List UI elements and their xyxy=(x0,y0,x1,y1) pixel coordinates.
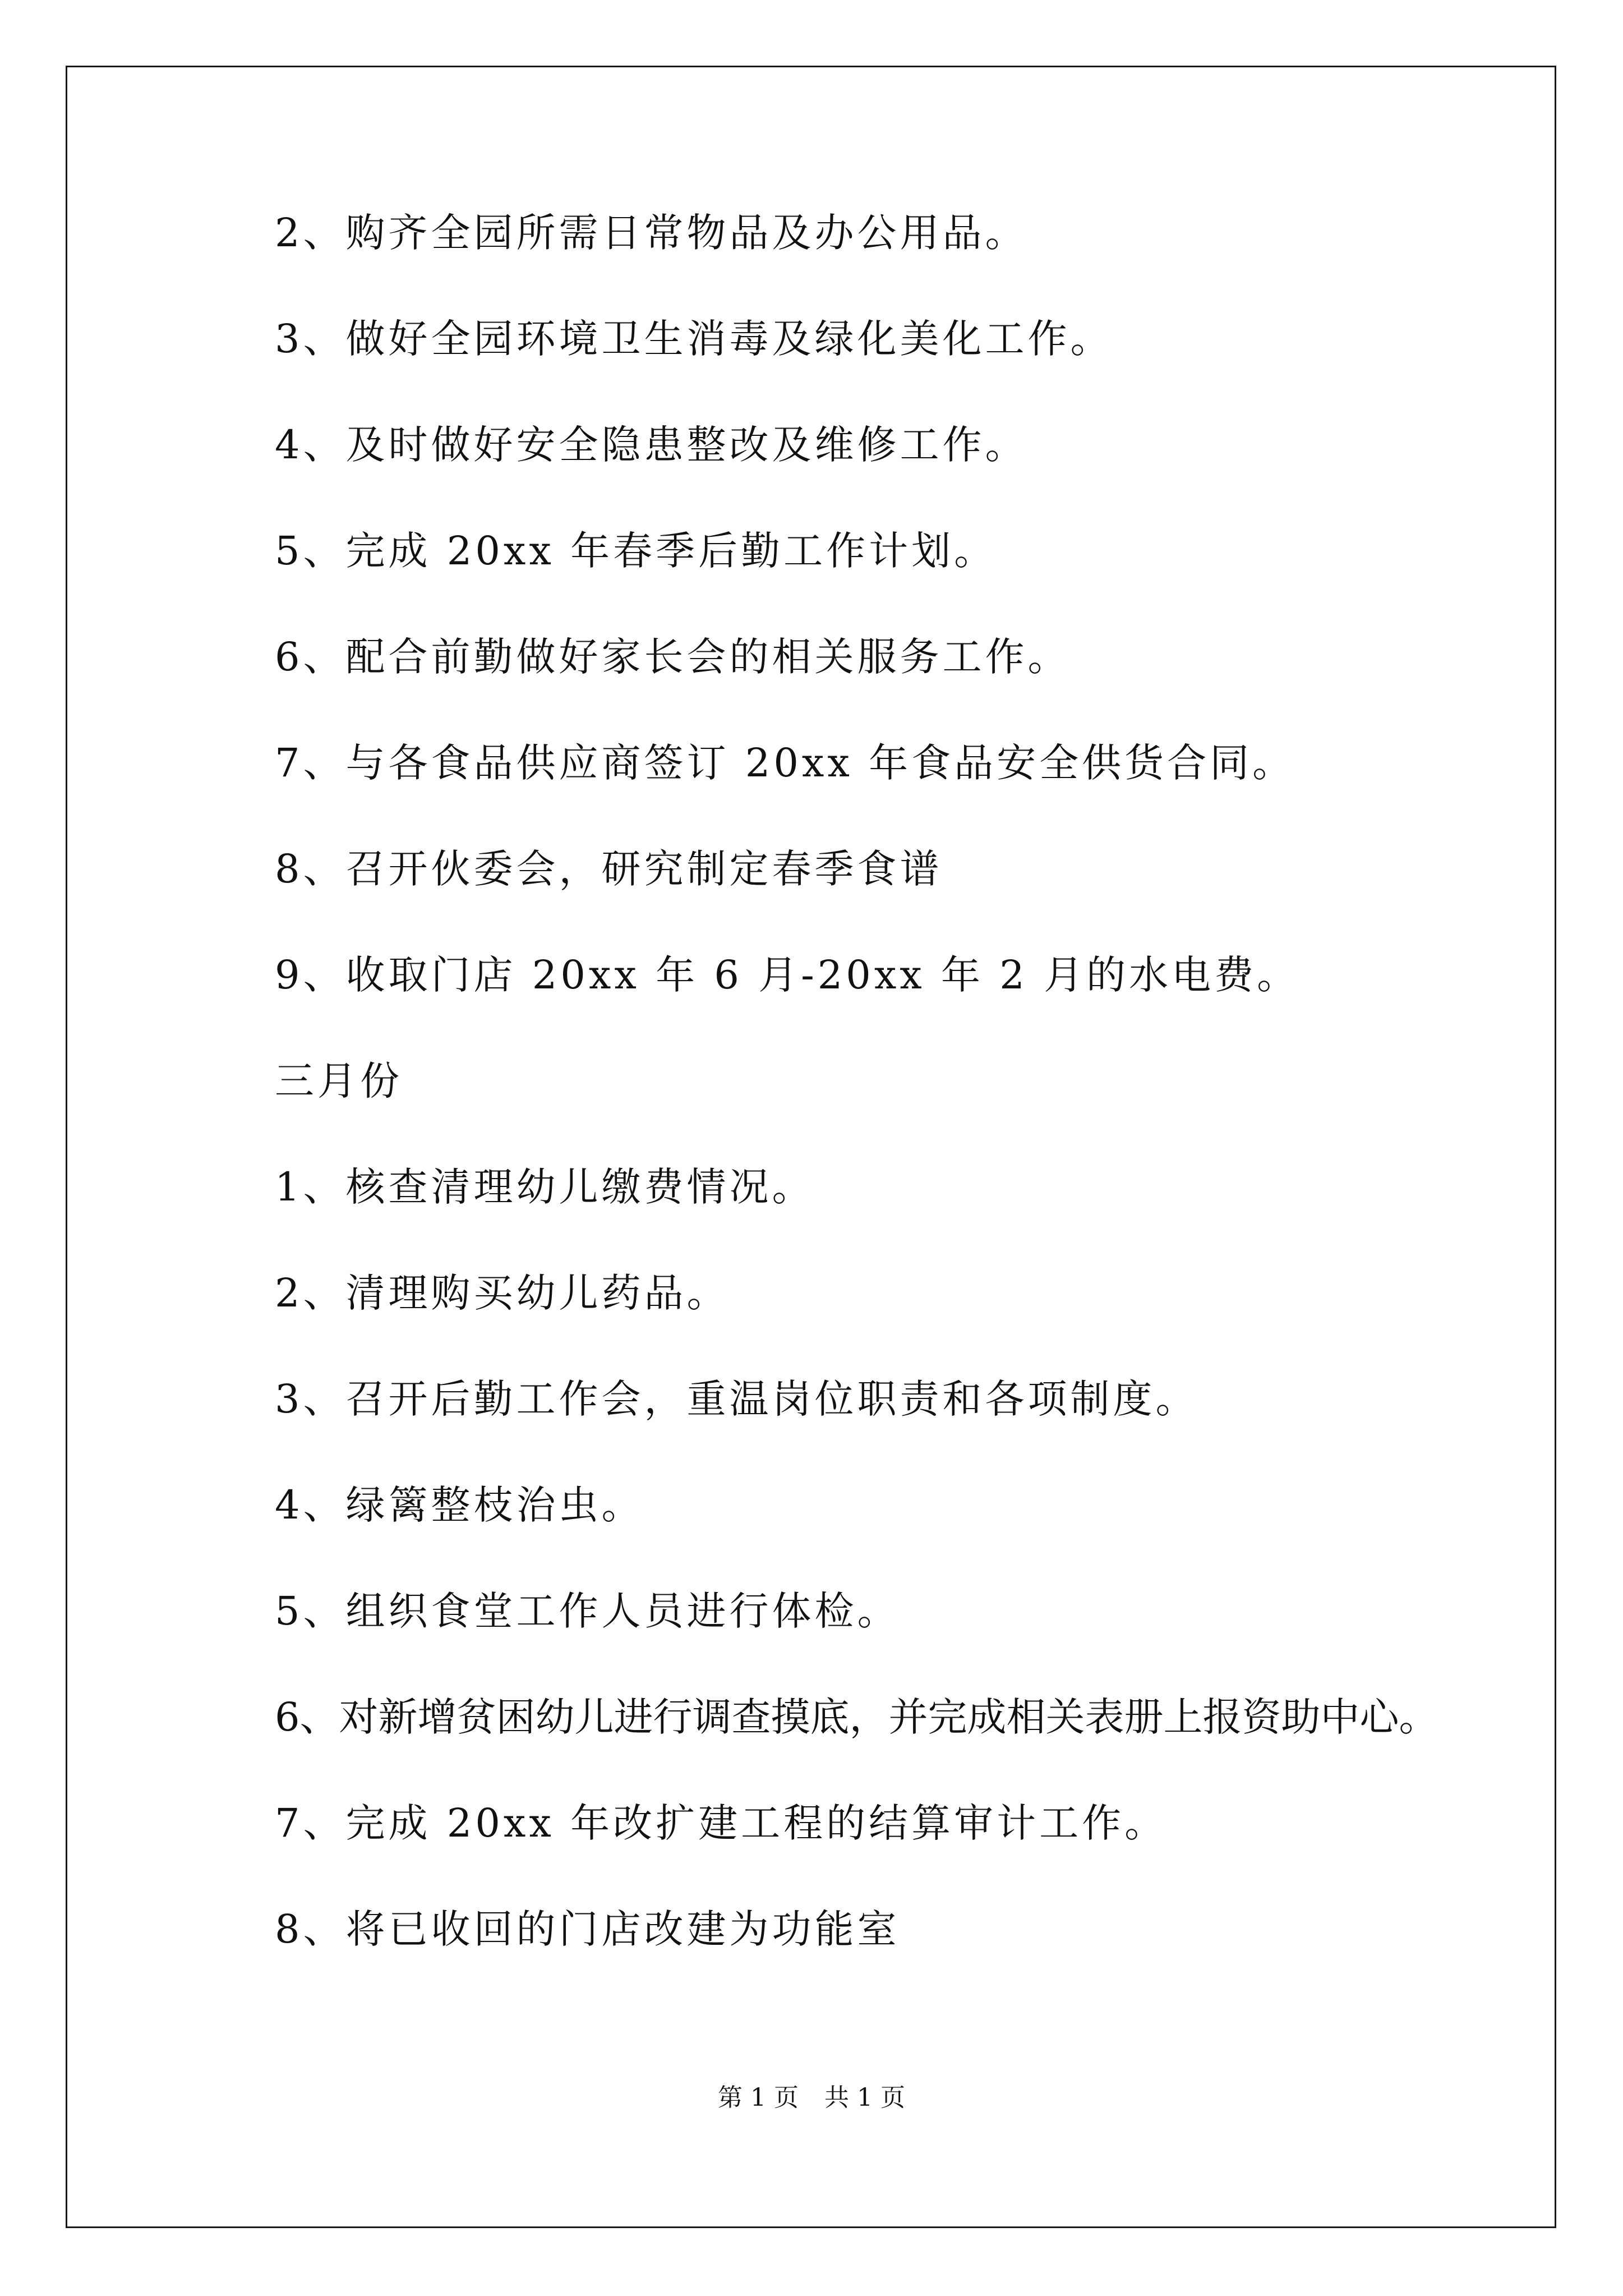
list-item: 7、完成 20xx 年改扩建工程的结算审计工作。 xyxy=(275,1800,1168,1846)
list-item: 3、做好全园环境卫生消毒及绿化美化工作。 xyxy=(275,316,1113,362)
page-number-total: 共 1 页 xyxy=(824,2083,905,2112)
page-number-current: 第 1 页 xyxy=(718,2083,799,2112)
list-item: 5、完成 20xx 年春季后勤工作计划。 xyxy=(275,528,997,574)
list-item: 8、召开伙委会，研究制定春季食谱 xyxy=(275,846,943,892)
list-item: 5、组织食堂工作人员进行体检。 xyxy=(275,1588,900,1634)
list-item: 7、与各食品供应商签订 20xx 年食品安全供货合同。 xyxy=(275,740,1295,786)
list-item: 6、对新增贫困幼儿进行调查摸底，并完成相关表册上报资助中心。 xyxy=(275,1694,1438,1740)
page-footer xyxy=(0,2081,1623,2115)
list-item: 1、核查清理幼儿缴费情况。 xyxy=(275,1164,815,1210)
list-item: 4、绿篱整枝治虫。 xyxy=(275,1482,644,1528)
list-item: 2、购齐全园所需日常物品及办公用品。 xyxy=(275,210,1028,256)
list-item: 8、将已收回的门店改建为功能室 xyxy=(275,1906,900,1952)
list-item: 6、配合前勤做好家长会的相关服务工作。 xyxy=(275,634,1071,680)
section-heading: 三月份 xyxy=(275,1058,403,1104)
list-item: 3、召开后勤工作会，重温岗位职责和各项制度。 xyxy=(275,1376,1198,1422)
list-item: 2、清理购买幼儿药品。 xyxy=(275,1270,730,1316)
list-item: 4、及时做好安全隐患整改及维修工作。 xyxy=(275,422,1028,468)
list-item: 9、收取门店 20xx 年 6 月-20xx 年 2 月的水电费。 xyxy=(275,952,1300,998)
